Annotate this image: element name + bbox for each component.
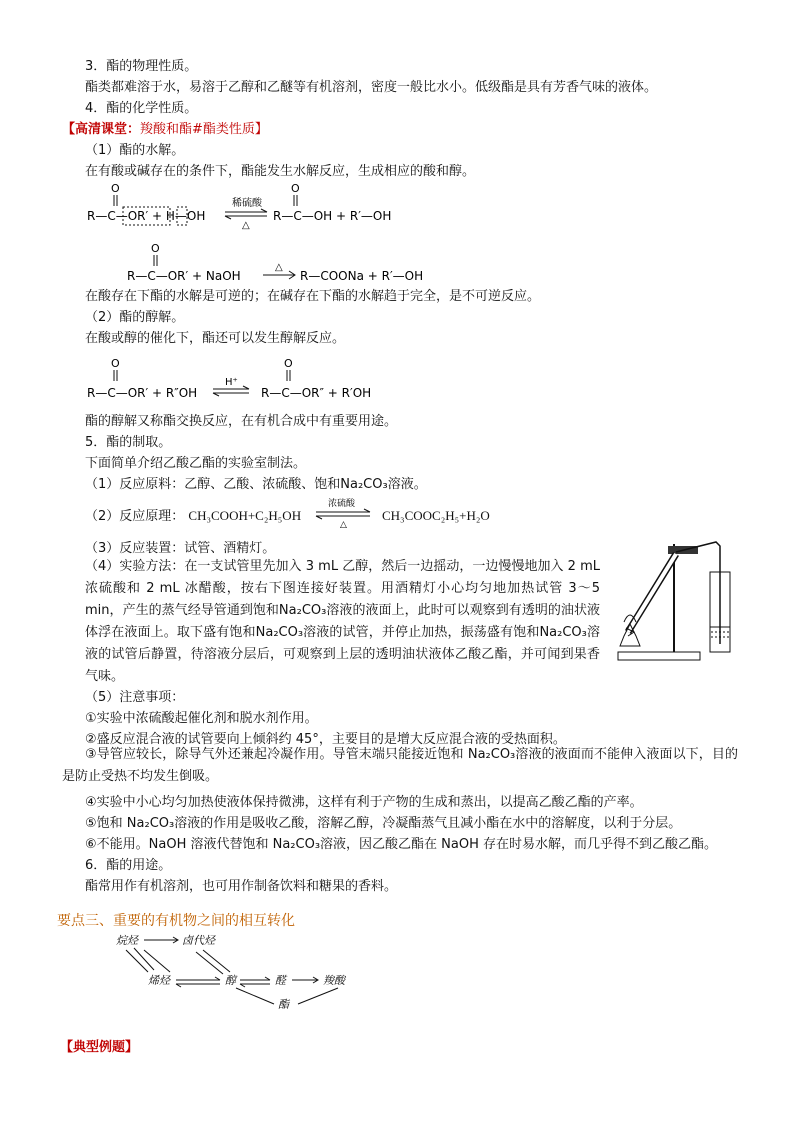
eq3-cond: H⁺ — [225, 377, 238, 388]
svg-text:O: O — [291, 182, 300, 195]
hydrolysis-note: 在酸存在下酯的水解是可逆的；在碱存在下酯的水解趋于完全，是不可逆反应。 — [85, 289, 541, 304]
eq1-cond-top: 稀硫酸 — [232, 198, 262, 209]
principle-cond-top: 浓硫酸 — [328, 499, 356, 509]
alcoholysis-note: 酯的醇解又称酯交换反应，在有机合成中有重要用途。 — [85, 414, 398, 429]
svg-text:O: O — [111, 357, 120, 370]
section-3-heading: 3．酯的物理性质。 — [85, 59, 198, 74]
svg-text:O: O — [111, 182, 120, 195]
conversion-diagram — [108, 930, 388, 1038]
principle-right: CH₃COOC₂H₅+H₂O — [382, 508, 490, 523]
node-acid: 羧酸 — [323, 974, 345, 987]
node-alkene: 烯烃 — [148, 974, 170, 987]
eq3-right: R—C—OR″ + R′OH — [261, 386, 372, 400]
principle-arrow — [308, 496, 380, 530]
gaoqing-tag — [62, 121, 268, 138]
eq2-cond: △ — [275, 262, 283, 273]
eq2-left: R—C—OR′ + NaOH — [127, 269, 241, 283]
svg-text:O: O — [151, 242, 160, 255]
node-alkane: 烷烃 — [116, 934, 138, 947]
equation-base-hydrolysis — [125, 240, 445, 288]
principle-row — [85, 507, 301, 525]
section-6-body: 酯常用作有机溶剂，也可用作制备饮料和糖果的香料。 — [85, 879, 398, 894]
gaoqing-label: 【高清课堂： — [62, 122, 141, 137]
node-aldehyde: 醛 — [275, 974, 286, 987]
note-1: ①实验中浓硫酸起催化剂和脱水剂作用。 — [85, 711, 318, 726]
alcoholysis-body: 在酸或醇的催化下，酯还可以发生醇解反应。 — [85, 331, 346, 346]
method-paragraph: （4）实验方法：在一支试管里先加入 3 mL 乙醇，然后一边摇动，一边慢慢地加入 2 mL 浓硫酸和 2 mL 冰醋酸，按右下图连接好装置。用酒精灯小心均匀地加热试管 3～5 min，产生的蒸气经导管通到饱和Na₂CO₃溶液的液面上，此时可以观察到有透明的油状液体浮在液面上。取下盛有饱和Na₂CO₃溶液的试管，并停止加热，振荡盛有饱和Na₂CO₃溶液的试管后静置，待溶液分层后，可观察到上层的透明油状液体乙酸乙酯，并可闻到果香气味。 — [85, 559, 600, 684]
note-4: ④实验中小心均匀加热使液体保持微沸，这样有利于产物的生成和蒸出，以提高乙酸乙酯的产率。 — [85, 795, 643, 810]
eq3-left: R—C—OR′ + R″OH — [87, 386, 198, 400]
eq1-cond-bot: △ — [242, 220, 250, 231]
examples-heading: 【典型例题】 — [60, 1040, 139, 1055]
principle-label: （2）反应原理： — [85, 509, 185, 524]
eq1-left: R—C—OR′ + H—OH — [87, 209, 206, 223]
principle-cond-bot: △ — [340, 520, 347, 530]
eq1-right: R—C—OH + R′—OH — [273, 209, 392, 223]
svg-text:O: O — [284, 357, 293, 370]
keypoint-3-heading: 要点三、重要的有机物之间的相互转化 — [57, 913, 295, 929]
note-3: ③导管应较长，除导气外还兼起冷凝作用。导管末端只能接近饱和 Na₂CO₃溶液的液面而不能伸入液面以下，目的是防止受热不均发生倒吸。 — [62, 747, 738, 784]
equation-alcoholysis — [85, 355, 415, 403]
hydrolysis-body: 在有酸或碱存在的条件下，酯能发生水解反应，生成相应的酸和醇。 — [85, 164, 476, 179]
apparatus-figure — [616, 532, 742, 664]
node-alcohol: 醇 — [225, 974, 236, 987]
apparatus: （3）反应装置：试管、酒精灯。 — [85, 541, 276, 556]
section-5-intro: 下面简单介绍乙酸乙酯的实验室制法。 — [85, 456, 307, 471]
section-3-body: 酯类都难溶于水，易溶于乙醇和乙醚等有机溶剂，密度一般比水小。低级酯是具有芳香气味的液体。 — [85, 80, 658, 95]
section-5-heading: 5．酯的制取。 — [85, 435, 172, 450]
note-5: ⑤饱和 Na₂CO₃溶液的作用是吸收乙酸，溶解乙醇，冷凝酯蒸气且减小酯在水中的溶解度，以利于分层。 — [85, 816, 682, 831]
principle-left: CH₃COOH+C₂H₅OH — [188, 508, 302, 523]
hydrolysis-title: （1）酯的水解。 — [85, 143, 185, 158]
alcoholysis-title: （2）酯的醇解。 — [85, 310, 185, 325]
note-2: ②盛反应混合液的试管要向上倾斜约 45°，主要目的是增大反应混合液的受热面积。 — [85, 732, 566, 747]
section-6-heading: 6．酯的用途。 — [85, 858, 172, 873]
eq2-right: R—COONa + R′—OH — [300, 269, 424, 283]
gaoqing-text: 羧酸和酯#酯类性质】 — [140, 122, 268, 137]
node-ester: 酯 — [278, 998, 289, 1011]
note-6: ⑥不能用。NaOH 溶液代替饱和 Na₂CO₃溶液，因乙酸乙酯在 NaOH 存在时易水解，而几乎得不到乙酸乙酯。 — [85, 837, 718, 852]
raw-materials: （1）反应原料：乙醇、乙酸、浓硫酸、饱和Na₂CO₃溶液。 — [85, 477, 427, 492]
notes-title: （5）注意事项： — [85, 690, 185, 705]
equation-acid-hydrolysis — [85, 180, 425, 232]
node-haloalkane: 卤代烃 — [182, 934, 215, 947]
section-4-heading: 4．酯的化学性质。 — [85, 101, 198, 116]
